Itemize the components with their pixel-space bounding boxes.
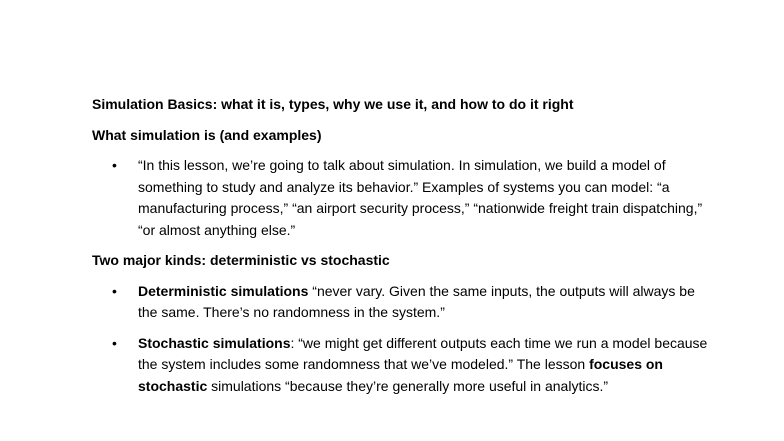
bullet-lead-stochastic: Stochastic simulations	[138, 334, 291, 351]
bullet-list-kinds	[92, 281, 712, 398]
bullet-text: “never vary. Given the same inputs, the outputs will always be the same. There’s no randomness in the system.”	[138, 282, 695, 320]
bullet-text-part-b: simulations “because they’re generally more useful in analytics.”	[207, 377, 608, 394]
document-title: Simulation Basics: what it is, types, why we use it, and how to do it right	[92, 96, 574, 112]
bullet-list-what-simulation-is	[92, 155, 712, 241]
bullet-lead-deterministic: Deterministic simulations	[138, 282, 309, 299]
section-heading-what-simulation-is: What simulation is (and examples)	[92, 126, 322, 143]
bullet-icon: •	[112, 282, 117, 299]
bullet-text: “In this lesson, we’re going to talk about simulation. In simulation, we build a model of something to study and analyze its behavior.” Examples of systems you can model: “a manufacturing process,” “an airport security process,” “nationwide freight train dispatching,” “or almost anything else.”	[138, 157, 703, 238]
bullet-icon: •	[112, 334, 117, 351]
bullet-icon: •	[112, 157, 117, 173]
bullet-text-part-a: : “we might get different outputs each time we run a model because the system includes some randomness that we’ve modeled.” The lesson	[138, 334, 708, 372]
list-item	[92, 155, 712, 241]
list-item	[92, 281, 712, 324]
list-item	[92, 333, 712, 398]
document-body	[92, 94, 712, 406]
section-heading-deterministic-vs-stochastic: Two major kinds: deterministic vs stochastic	[92, 252, 390, 268]
bullet-emphasis: focuses on stochastic	[138, 356, 663, 394]
